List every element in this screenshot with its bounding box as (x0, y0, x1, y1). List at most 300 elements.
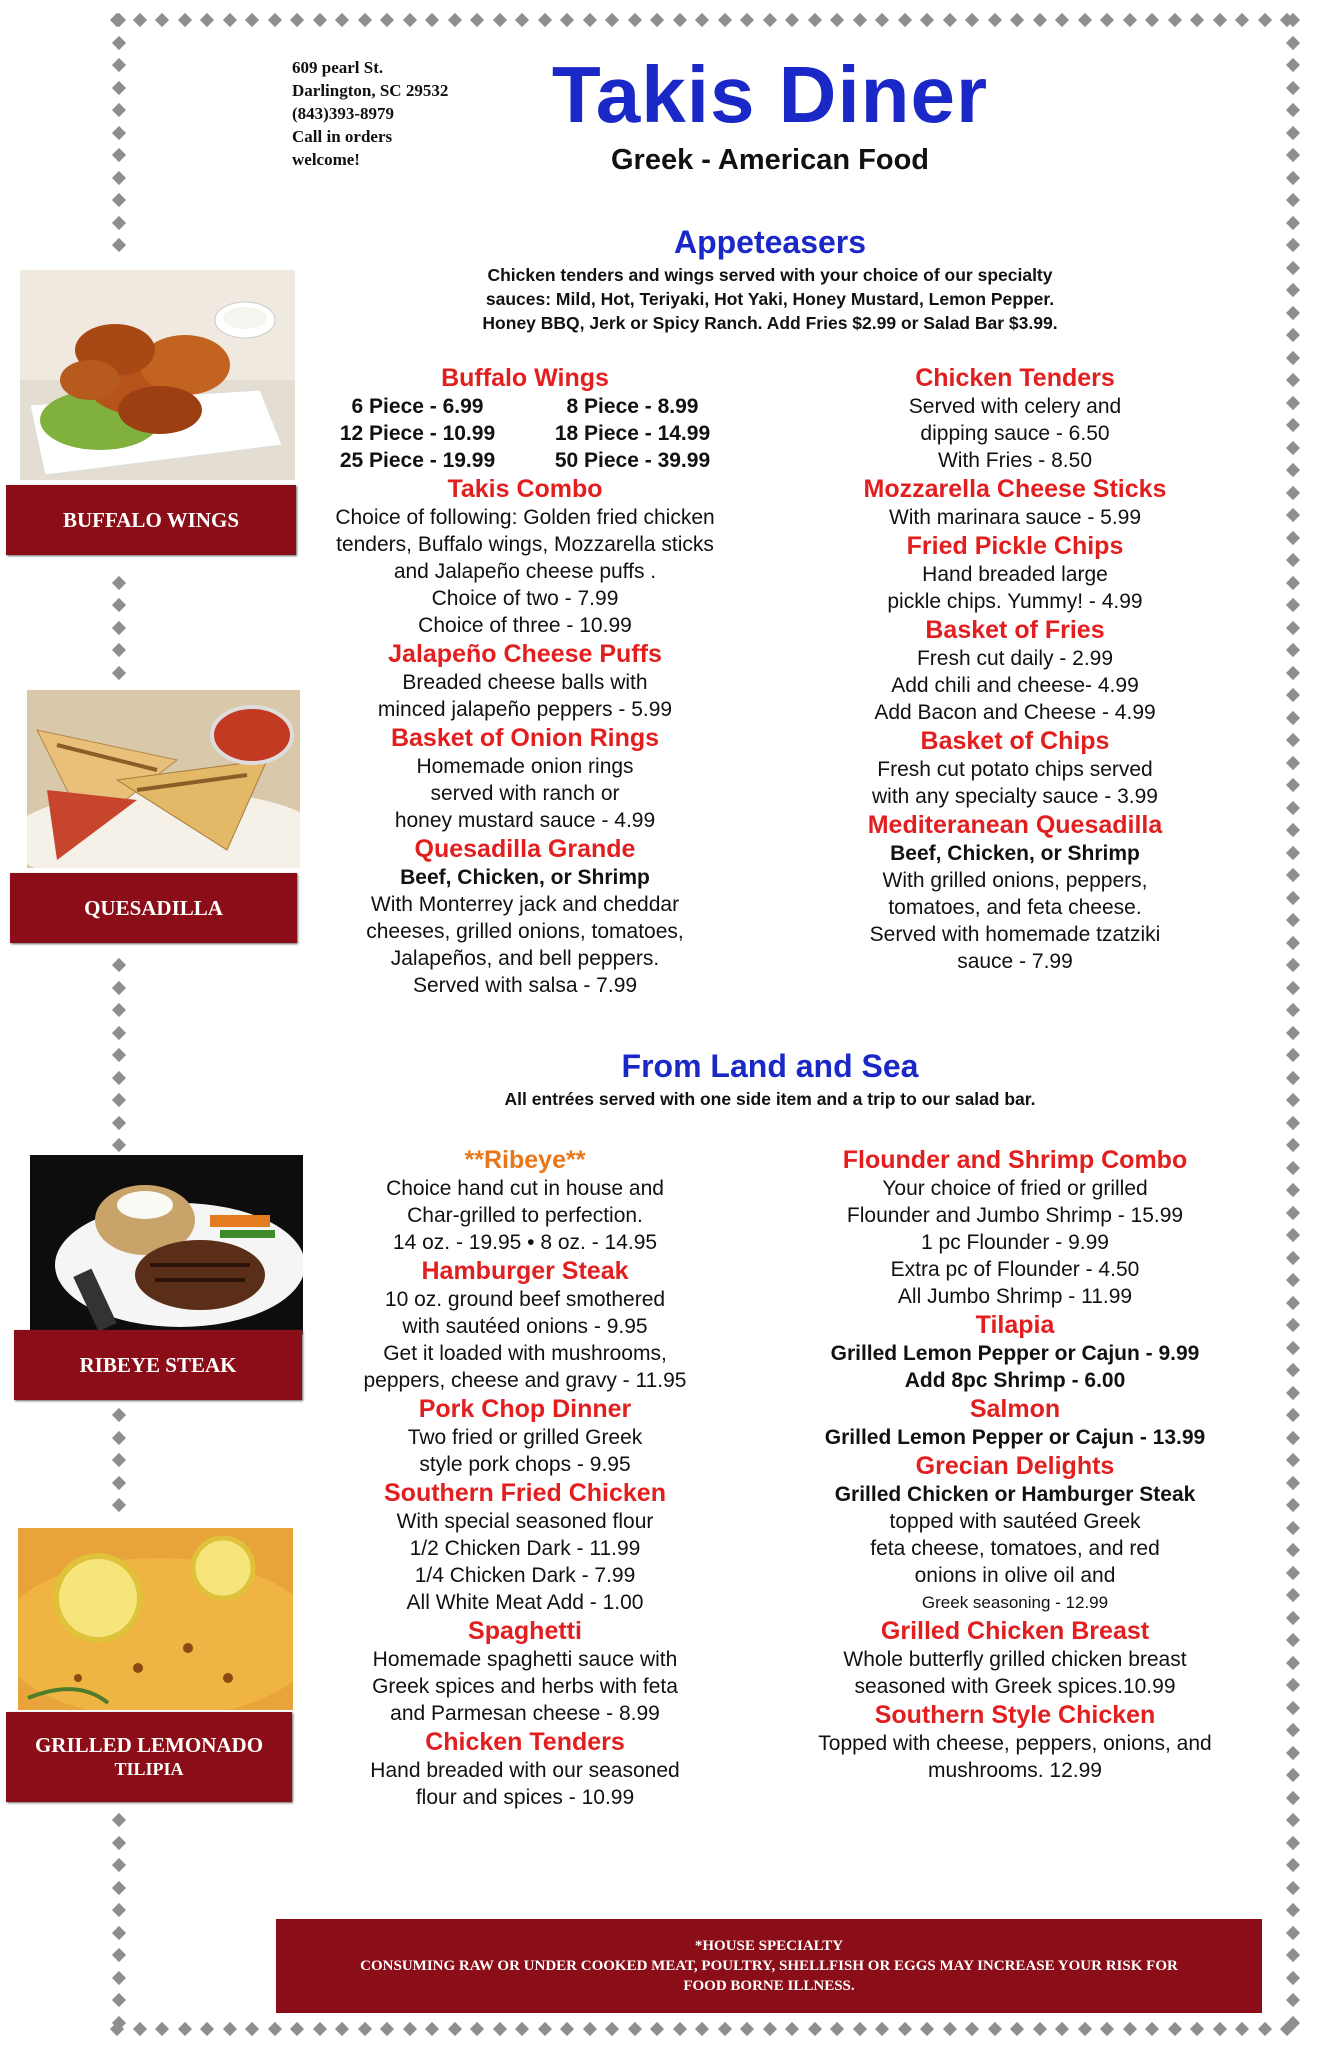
border-diamond (1286, 958, 1300, 972)
welcome-text: welcome! (292, 150, 360, 169)
item-description: With Monterrey jack and cheddar (370, 893, 680, 916)
border-diamond (852, 2022, 866, 2036)
border-diamond (1286, 1183, 1300, 1197)
border-diamond (1167, 2022, 1181, 2036)
border-diamond (112, 1835, 126, 1849)
border-diamond (112, 1115, 126, 1129)
border-diamond (112, 1970, 126, 1984)
border-diamond (537, 2022, 551, 2036)
border-diamond (1286, 1835, 1300, 1849)
border-diamond (965, 2022, 979, 2036)
menu-item (310, 639, 740, 723)
border-diamond (1286, 553, 1300, 567)
border-diamond (132, 2022, 146, 2036)
border-diamond (1286, 1633, 1300, 1647)
item-description: Your choice of fried or grilled (882, 1177, 1148, 1200)
border-diamond (1257, 13, 1271, 27)
item-description: Add chili and cheese- 4.99 (891, 674, 1139, 697)
border-diamond (112, 1025, 126, 1039)
border-diamond (112, 1903, 126, 1917)
border-diamond (112, 958, 126, 972)
item-description: and Jalapeño cheese puffs . (393, 560, 657, 583)
appetizers-heading: Appeteasers (673, 224, 867, 260)
border-diamond (1286, 1498, 1300, 1512)
border-diamond (537, 13, 551, 27)
border-diamond (785, 2022, 799, 2036)
border-diamond (582, 13, 596, 27)
border-diamond (335, 2022, 349, 2036)
border-diamond (1100, 2022, 1114, 2036)
border-diamond (1286, 1115, 1300, 1129)
border-diamond (1286, 1790, 1300, 1804)
land-sea-right-column (775, 1145, 1255, 1784)
border-diamond (1077, 2022, 1091, 2036)
border-diamond (1286, 193, 1300, 207)
border-diamond (1286, 575, 1300, 589)
border-diamond (112, 1093, 126, 1107)
item-description: Topped with cheese, peppers, onions, and (818, 1732, 1212, 1755)
land-sea-note: All entrées served with one side item and a trip to our salad bar. (504, 1089, 1036, 1109)
border-diamond (112, 1003, 126, 1017)
border-diamond (1055, 2022, 1069, 2036)
border-diamond (200, 2022, 214, 2036)
border-diamond (897, 13, 911, 27)
item-name: Pork Chop Dinner (418, 1395, 632, 1423)
item-name: Tilapia (975, 1311, 1055, 1339)
border-diamond (1286, 1363, 1300, 1377)
border-diamond (1286, 845, 1300, 859)
border-diamond (1212, 13, 1226, 27)
border-diamond (1286, 1588, 1300, 1602)
border-diamond (1286, 373, 1300, 387)
border-diamond (785, 13, 799, 27)
border-diamond (672, 13, 686, 27)
border-diamond (1286, 508, 1300, 522)
border-diamond (1286, 215, 1300, 229)
border-diamond (112, 148, 126, 162)
restaurant-address (292, 56, 492, 171)
border-diamond (740, 13, 754, 27)
border-diamond (1286, 890, 1300, 904)
border-diamond (1286, 1880, 1300, 1894)
border-diamond (267, 2022, 281, 2036)
item-description: peppers, cheese and gravy - 11.95 (363, 1369, 687, 1392)
border-diamond (112, 1070, 126, 1084)
house-specialty-note: *HOUSE SPECIALTY (694, 1938, 844, 1954)
item-description: Greek spices and herbs with feta (372, 1675, 678, 1698)
item-description: Hand breaded with our seasoned (370, 1759, 680, 1782)
border-diamond (1145, 13, 1159, 27)
item-name: Fried Pickle Chips (906, 532, 1124, 560)
border-diamond (112, 1138, 126, 1152)
border-diamond (112, 80, 126, 94)
item-name: Grilled Chicken Breast (880, 1617, 1150, 1645)
border-diamond (1286, 1903, 1300, 1917)
border-diamond (1122, 2022, 1136, 2036)
menu-item (315, 1478, 735, 1616)
border-diamond (1286, 643, 1300, 657)
border-diamond (112, 665, 126, 679)
border-diamond (290, 13, 304, 27)
border-diamond (1286, 1723, 1300, 1737)
border-diamond (1286, 1408, 1300, 1422)
border-diamond (1235, 13, 1249, 27)
item-name: Chicken Tenders (425, 1728, 625, 1756)
border-diamond (112, 620, 126, 634)
appetizers-right-column (800, 363, 1230, 975)
border-diamond (112, 1925, 126, 1939)
buffalo-price-grid (310, 393, 740, 474)
menu-item (775, 1616, 1255, 1700)
border-diamond (1010, 13, 1024, 27)
health-warning: CONSUMING RAW OR UNDER COOKED MEAT, POULTRY, SHELLFISH OR EGGS MAY INCREASE YOUR RISK FOR (360, 1958, 1178, 1974)
border-diamond (1286, 1250, 1300, 1264)
phone-number: (843)393-8979 (292, 104, 394, 123)
border-diamond (267, 13, 281, 27)
border-diamond (1286, 755, 1300, 769)
grilled-tilapia-photo (18, 1528, 293, 1710)
border-diamond (1055, 13, 1069, 27)
border-diamond (1286, 1993, 1300, 2007)
border-diamond (1286, 1970, 1300, 1984)
border-diamond (112, 103, 126, 117)
border-diamond (942, 13, 956, 27)
border-diamond (875, 2022, 889, 2036)
border-diamond (1286, 1925, 1300, 1939)
border-diamond (920, 2022, 934, 2036)
border-diamond (920, 13, 934, 27)
border-diamond (112, 1475, 126, 1489)
border-diamond (1286, 733, 1300, 747)
border-diamond (650, 2022, 664, 2036)
border-diamond (1286, 80, 1300, 94)
price-option: 50 Piece - 39.99 (554, 449, 711, 472)
item-description: seasoned with Greek spices.10.99 (854, 1675, 1176, 1698)
item-description: Served with salsa - 7.99 (412, 974, 638, 997)
border-diamond (112, 1498, 126, 1512)
border-diamond (627, 2022, 641, 2036)
border-diamond (1286, 170, 1300, 184)
border-diamond (112, 575, 126, 589)
border-diamond (112, 643, 126, 657)
border-diamond (132, 13, 146, 27)
border-diamond (1286, 913, 1300, 927)
border-diamond (222, 2022, 236, 2036)
item-description: topped with sautéed Greek (889, 1510, 1141, 1533)
border-diamond (1286, 1453, 1300, 1467)
price-option: 12 Piece - 10.99 (339, 422, 496, 445)
item-name: Hamburger Steak (421, 1257, 629, 1285)
border-diamond (762, 13, 776, 27)
item-description: Grilled Lemon Pepper or Cajun - 13.99 (824, 1426, 1206, 1449)
menu-item (775, 1451, 1255, 1616)
border-diamond (1286, 125, 1300, 139)
appetizers-note-line: Chicken tenders and wings served with your choice of our specialty (487, 265, 1053, 285)
border-diamond (1122, 13, 1136, 27)
item-description: mushrooms. 12.99 (928, 1759, 1102, 1782)
border-diamond (762, 2022, 776, 2036)
photo-caption: GRILLED LEMONADO (34, 1733, 264, 1757)
border-diamond (1032, 2022, 1046, 2036)
border-diamond (112, 1993, 126, 2007)
border-diamond (425, 13, 439, 27)
item-description: sauce - 7.99 (957, 950, 1073, 973)
restaurant-subtitle: Greek - American Food (610, 144, 929, 176)
border-diamond (1286, 1025, 1300, 1039)
border-diamond (1286, 103, 1300, 117)
border-diamond (717, 13, 731, 27)
item-name: Southern Style Chicken (874, 1701, 1156, 1729)
item-description: style pork chops - 9.95 (419, 1453, 631, 1476)
border-diamond (1286, 1543, 1300, 1557)
border-diamond (830, 2022, 844, 2036)
border-diamond (1286, 1565, 1300, 1579)
border-diamond (1286, 1318, 1300, 1332)
item-description: and Parmesan cheese - 8.99 (390, 1702, 660, 1725)
item-description: Add 8pc Shrimp - 6.00 (904, 1369, 1126, 1392)
border-diamond (1286, 1813, 1300, 1827)
border-diamond (807, 13, 821, 27)
item-description: Beef, Chicken, or Shrimp (400, 866, 650, 889)
border-diamond (1286, 1520, 1300, 1534)
menu-item (310, 723, 740, 834)
menu-item (800, 474, 1230, 531)
border-diamond (112, 1948, 126, 1962)
border-diamond (112, 238, 126, 252)
border-diamond (1257, 2022, 1271, 2036)
border-diamond (1286, 800, 1300, 814)
quesadilla-label (10, 873, 297, 943)
border-diamond (1286, 1138, 1300, 1152)
border-diamond (987, 13, 1001, 27)
price-option: 18 Piece - 14.99 (554, 422, 711, 445)
border-diamond (875, 13, 889, 27)
item-name: Basket of Fries (925, 616, 1105, 644)
item-description: Hand breaded large (922, 563, 1108, 586)
item-description: Served with homemade tzatziki (869, 923, 1161, 946)
border-diamond (1286, 395, 1300, 409)
border-diamond (1286, 58, 1300, 72)
border-diamond (112, 170, 126, 184)
border-diamond (1286, 688, 1300, 702)
border-diamond (1286, 1340, 1300, 1354)
border-diamond (492, 13, 506, 27)
border-diamond (1032, 13, 1046, 27)
border-diamond (740, 2022, 754, 2036)
border-diamond (1286, 1205, 1300, 1219)
item-name: **Ribeye** (464, 1146, 586, 1174)
border-diamond (1286, 1858, 1300, 1872)
border-diamond (1286, 328, 1300, 342)
menu-item (315, 1256, 735, 1394)
photo-caption: BUFFALO WINGS (63, 507, 239, 532)
item-description: With marinara sauce - 5.99 (888, 506, 1142, 529)
border-diamond (112, 125, 126, 139)
item-description: Grilled Chicken or Hamburger Steak (834, 1483, 1196, 1506)
border-diamond (1286, 598, 1300, 612)
item-name: Quesadilla Grande (414, 835, 636, 863)
border-diamond (492, 2022, 506, 2036)
border-diamond (1077, 13, 1091, 27)
border-diamond (1286, 35, 1300, 49)
border-diamond (1286, 148, 1300, 162)
item-description: with any specialty sauce - 3.99 (872, 785, 1158, 808)
border-diamond (1286, 1475, 1300, 1489)
ribeye-steak-label (14, 1330, 302, 1400)
border-diamond (335, 13, 349, 27)
border-diamond (312, 13, 326, 27)
item-name: Grecian Delights (915, 1452, 1115, 1480)
border-diamond (1286, 283, 1300, 297)
border-diamond (717, 2022, 731, 2036)
item-description: 1/4 Chicken Dark - 7.99 (414, 1564, 636, 1587)
border-diamond (1286, 463, 1300, 477)
border-diamond (112, 193, 126, 207)
item-name: Takis Combo (447, 475, 603, 503)
border-diamond (155, 13, 169, 27)
border-diamond (1286, 823, 1300, 837)
item-description: Extra pc of Flounder - 4.50 (890, 1258, 1140, 1281)
photo-caption: QUESADILLA (84, 895, 223, 920)
border-diamond (582, 2022, 596, 2036)
border-diamond (245, 2022, 259, 2036)
border-diamond (1286, 980, 1300, 994)
item-description: Choice of three - 10.99 (418, 614, 632, 637)
item-description: Homemade onion rings (416, 755, 634, 778)
land-sea-heading: From Land and Sea (621, 1048, 919, 1084)
item-description: Whole butterfly grilled chicken breast (843, 1648, 1187, 1671)
border-diamond (807, 2022, 821, 2036)
item-description: Homemade spaghetti sauce with (372, 1648, 678, 1671)
border-diamond (222, 13, 236, 27)
item-description: Served with celery and (908, 395, 1122, 418)
border-diamond (1286, 1048, 1300, 1062)
address-street: 609 pearl St. (292, 58, 384, 77)
menu-item (775, 1310, 1255, 1394)
land-sea-left-column (315, 1145, 735, 1811)
item-description: flour and spices - 10.99 (415, 1786, 635, 1809)
item-description: With Fries - 8.50 (937, 449, 1093, 472)
border-diamond (245, 13, 259, 27)
border-diamond (515, 2022, 529, 2036)
item-description: feta cheese, tomatoes, and red (870, 1537, 1160, 1560)
border-diamond (177, 2022, 191, 2036)
border-diamond (402, 2022, 416, 2036)
border-diamond (112, 215, 126, 229)
border-diamond (1286, 1003, 1300, 1017)
border-diamond (112, 1453, 126, 1467)
border-diamond (112, 58, 126, 72)
item-description: tomatoes, and feta cheese. (888, 896, 1142, 919)
border-diamond (605, 2022, 619, 2036)
item-description: tenders, Buffalo wings, Mozzarella sticks (336, 533, 714, 556)
border-diamond (1286, 1745, 1300, 1759)
grilled-tilapia-label (6, 1712, 292, 1802)
item-description: 1/2 Chicken Dark - 11.99 (409, 1537, 641, 1560)
border-diamond (1286, 418, 1300, 432)
border-diamond (1286, 1678, 1300, 1692)
restaurant-title: Takis Diner (551, 50, 989, 139)
border-diamond (965, 13, 979, 27)
border-diamond (1286, 260, 1300, 274)
menu-item (800, 810, 1230, 975)
border-diamond (1286, 1228, 1300, 1242)
price-option: 8 Piece - 8.99 (566, 395, 699, 418)
ribeye-steak-photo (30, 1155, 303, 1335)
item-description: 10 oz. ground beef smothered (384, 1288, 666, 1311)
item-description: Beef, Chicken, or Shrimp (890, 842, 1140, 865)
border-diamond (112, 1048, 126, 1062)
item-description: All White Meat Add - 1.00 (406, 1591, 644, 1614)
item-name: Basket of Chips (920, 727, 1110, 755)
appetizers-note-line: Honey BBQ, Jerk or Spicy Ranch. Add Fries $2.99 or Salad Bar $3.99. (482, 313, 1058, 333)
border-diamond (290, 2022, 304, 2036)
border-diamond (200, 13, 214, 27)
item-description: Breaded cheese balls with (402, 671, 648, 694)
border-diamond (605, 13, 619, 27)
menu-item (800, 363, 1230, 474)
menu-item (800, 726, 1230, 810)
border-diamond (312, 2022, 326, 2036)
border-diamond (112, 1880, 126, 1894)
border-diamond (357, 2022, 371, 2036)
menu-item (775, 1394, 1255, 1451)
border-diamond (112, 35, 126, 49)
item-name: Basket of Onion Rings (390, 724, 660, 752)
border-diamond (402, 13, 416, 27)
border-diamond (447, 2022, 461, 2036)
item-description: pickle chips. Yummy! - 4.99 (887, 590, 1143, 613)
item-description: with sautéed onions - 9.95 (402, 1315, 648, 1338)
border-diamond (1235, 2022, 1249, 2036)
item-name: Southern Fried Chicken (384, 1479, 666, 1507)
menu-item (315, 1394, 735, 1478)
item-description: Two fried or grilled Greek (407, 1426, 643, 1449)
menu-item (315, 1616, 735, 1727)
footer-warning (276, 1919, 1262, 2013)
photo-caption: RIBEYE STEAK (79, 1352, 237, 1377)
border-diamond (897, 2022, 911, 2036)
border-diamond (470, 13, 484, 27)
border-diamond (830, 13, 844, 27)
item-name: Spaghetti (468, 1617, 582, 1645)
border-diamond (1286, 1768, 1300, 1782)
item-description: onions in olive oil and (914, 1564, 1116, 1587)
border-diamond (695, 2022, 709, 2036)
item-name: Buffalo Wings (441, 364, 609, 392)
border-diamond (1286, 1385, 1300, 1399)
item-name: Mozzarella Cheese Sticks (863, 475, 1167, 503)
border-diamond (942, 2022, 956, 2036)
buffalo-wings-photo (20, 270, 295, 480)
border-diamond (627, 13, 641, 27)
border-diamond (112, 980, 126, 994)
border-diamond (1286, 350, 1300, 364)
item-description: Add Bacon and Cheese - 4.99 (874, 701, 1156, 724)
menu-item (775, 1145, 1255, 1310)
menu-item (315, 1727, 735, 1811)
border-diamond (1286, 620, 1300, 634)
item-name: Salmon (969, 1395, 1061, 1423)
item-description: Fresh cut daily - 2.99 (916, 647, 1114, 670)
border-diamond (1190, 2022, 1204, 2036)
border-diamond (1286, 485, 1300, 499)
item-description: minced jalapeño peppers - 5.99 (377, 698, 673, 721)
appetizers-left-column (310, 363, 740, 999)
border-diamond (470, 2022, 484, 2036)
call-in-text: Call in orders (292, 127, 393, 146)
item-description: honey mustard sauce - 4.99 (394, 809, 656, 832)
